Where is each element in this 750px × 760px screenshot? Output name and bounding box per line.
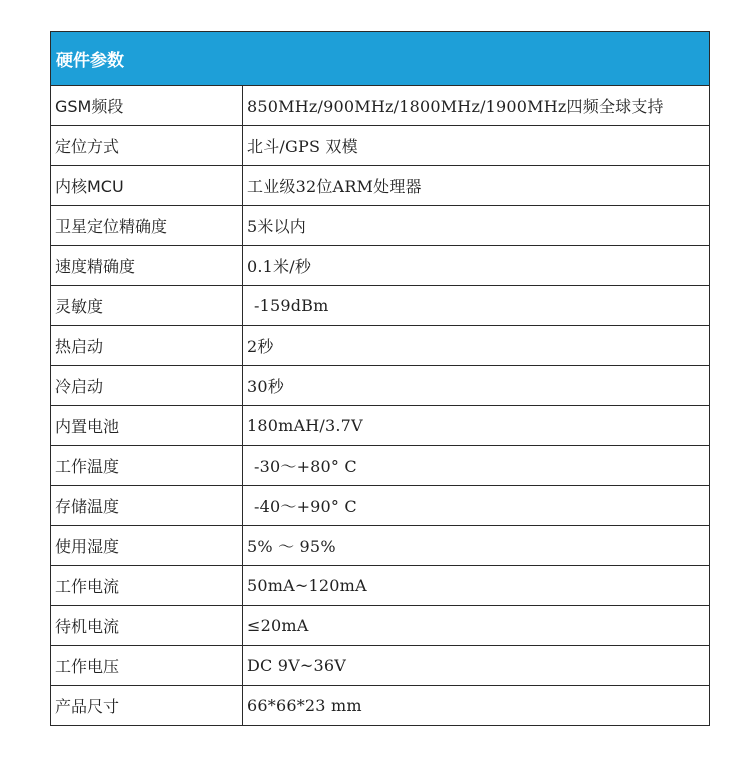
table-row xyxy=(51,526,710,566)
row-value-battery: 180mAH/3.7V xyxy=(243,406,710,446)
row-label-gsm-band: GSM频段 xyxy=(51,86,243,126)
row-label-mcu: 内核MCU xyxy=(51,166,243,206)
row-value-mcu: 工业级32位ARM处理器 xyxy=(243,166,710,206)
table-row xyxy=(51,166,710,206)
row-value-gsm-band: 850MHz/900MHz/1800MHz/1900MHz四频全球支持 xyxy=(243,86,710,126)
row-value-hot-start: 2秒 xyxy=(243,326,710,366)
row-label-product-size: 产品尺寸 xyxy=(51,686,243,726)
table-row xyxy=(51,366,710,406)
row-value-satellite-accuracy: 5米以内 xyxy=(243,206,710,246)
row-label-hot-start: 热启动 xyxy=(51,326,243,366)
table-row xyxy=(51,606,710,646)
table-row xyxy=(51,246,710,286)
row-value-humidity: 5% ～ 95% xyxy=(243,526,710,566)
table-row xyxy=(51,326,710,366)
hardware-spec-table xyxy=(50,31,710,726)
row-label-cold-start: 冷启动 xyxy=(51,366,243,406)
row-value-sensitivity: -159dBm xyxy=(243,286,710,326)
row-label-speed-accuracy: 速度精确度 xyxy=(51,246,243,286)
table-row xyxy=(51,406,710,446)
table-row xyxy=(51,206,710,246)
row-label-standby-current: 待机电流 xyxy=(51,606,243,646)
row-label-positioning-mode: 定位方式 xyxy=(51,126,243,166)
row-label-operating-voltage: 工作电压 xyxy=(51,646,243,686)
row-value-operating-current: 50mA~120mA xyxy=(243,566,710,606)
row-value-standby-current: ≤20mA xyxy=(243,606,710,646)
table-row xyxy=(51,646,710,686)
table-row xyxy=(51,126,710,166)
row-label-operating-current: 工作电流 xyxy=(51,566,243,606)
row-value-operating-temperature: -30～+80° C xyxy=(243,446,710,486)
table-row xyxy=(51,686,710,726)
row-label-battery: 内置电池 xyxy=(51,406,243,446)
row-label-satellite-accuracy: 卫星定位精确度 xyxy=(51,206,243,246)
row-value-operating-voltage: DC 9V~36V xyxy=(243,646,710,686)
row-value-positioning-mode: 北斗/GPS 双模 xyxy=(243,126,710,166)
table-row xyxy=(51,446,710,486)
table-row xyxy=(51,86,710,126)
table-title: 硬件参数 xyxy=(51,32,710,86)
table-row xyxy=(51,286,710,326)
row-label-operating-temperature: 工作温度 xyxy=(51,446,243,486)
row-label-humidity: 使用湿度 xyxy=(51,526,243,566)
row-value-storage-temperature: -40～+90° C xyxy=(243,486,710,526)
table-row xyxy=(51,486,710,526)
row-value-speed-accuracy: 0.1米/秒 xyxy=(243,246,710,286)
row-value-cold-start: 30秒 xyxy=(243,366,710,406)
row-label-sensitivity: 灵敏度 xyxy=(51,286,243,326)
row-value-product-size: 66*66*23 mm xyxy=(243,686,710,726)
table-header-row xyxy=(51,32,710,86)
row-label-storage-temperature: 存储温度 xyxy=(51,486,243,526)
table-row xyxy=(51,566,710,606)
